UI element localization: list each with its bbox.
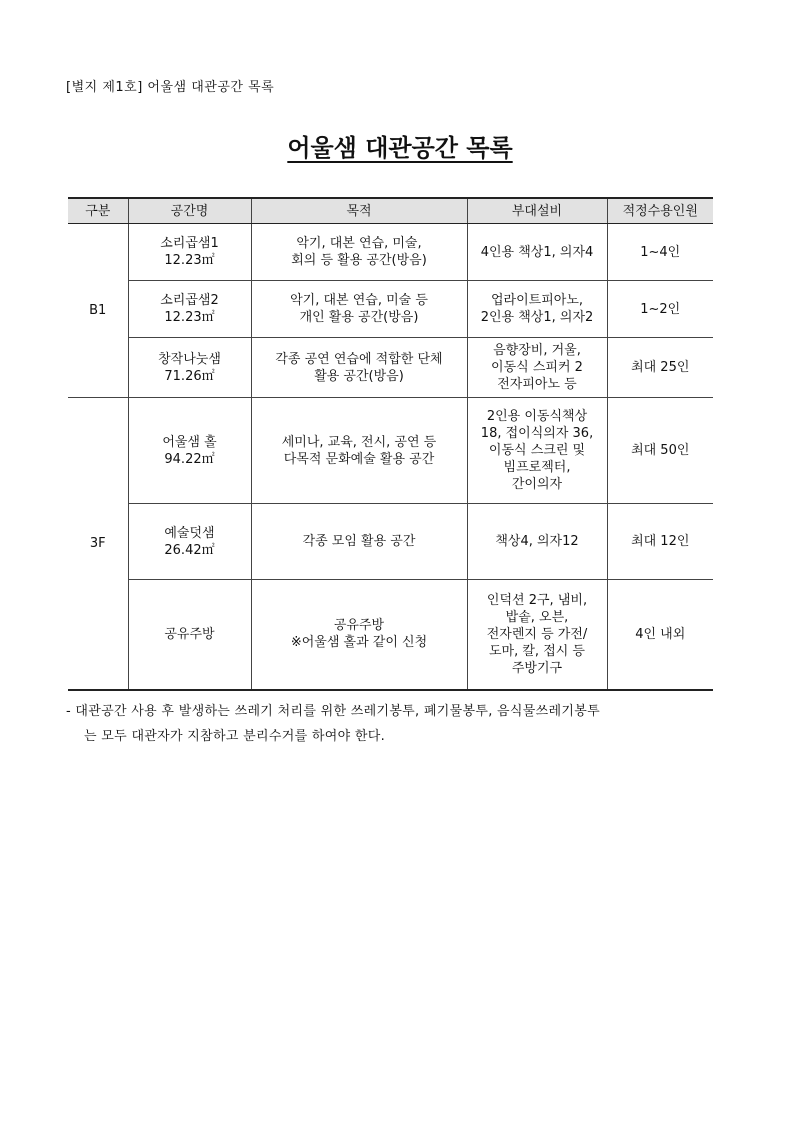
equipment-line: 인덕션 2구, 냄비, [486, 592, 588, 608]
equipment-line: 전자피아노 등 [497, 377, 577, 392]
capacity-cell: 1~4인 [607, 224, 713, 281]
floor-cell: B1 [68, 224, 128, 398]
purpose-line: 악기, 대본 연습, 미술, [296, 236, 422, 251]
space-name: 예술덧샘 [164, 525, 215, 541]
purpose-cell [251, 580, 467, 690]
capacity-cell: 1~2인 [607, 281, 713, 338]
equipment-cell [467, 281, 607, 338]
page-title-text: 어울샘 대관공간 목록 [287, 134, 513, 162]
space-name-cell [128, 281, 251, 338]
purpose-cell [251, 338, 467, 398]
purpose-line: 다목적 문화예술 활용 공간 [283, 451, 435, 467]
space-name-cell [128, 580, 251, 690]
equipment-line: 이동식 스크린 및 [488, 443, 586, 458]
rental-space-table [68, 197, 713, 691]
equipment-line: 4인용 책상1, 의자4 [480, 244, 594, 260]
purpose-line: 각종 공연 연습에 적합한 단체 [275, 351, 443, 367]
col-header-purpose: 목적 [251, 198, 467, 224]
space-name-cell [128, 398, 251, 504]
equipment-line: 전자렌지 등 가전/ [486, 626, 588, 642]
space-area: 12.23㎡ [164, 253, 215, 268]
purpose-cell [251, 224, 467, 281]
page-title [0, 128, 800, 163]
capacity-cell: 최대 50인 [607, 398, 713, 504]
purpose-line: 악기, 대본 연습, 미술 등 [290, 293, 428, 308]
purpose-line: 회의 등 활용 공간(방음) [291, 253, 427, 268]
purpose-cell [251, 398, 467, 504]
col-header-category: 구분 [68, 198, 128, 224]
purpose-line: 각종 모임 활용 공간 [302, 534, 416, 549]
equipment-line: 주방기구 [511, 660, 563, 676]
capacity-cell: 최대 12인 [607, 504, 713, 580]
space-name: 어울샘 홀 [162, 434, 217, 450]
equipment-cell [467, 338, 607, 398]
floor-cell: 3F [68, 398, 128, 690]
space-name-cell [128, 504, 251, 580]
equipment-line: 책상4, 의자12 [495, 534, 579, 549]
footnote-line: - 대관공간 사용 후 발생하는 쓰레기 처리를 위한 쓰레기봉투, 폐기물봉투, 음식물쓰레기봉투 [66, 704, 600, 719]
space-area: 94.22㎡ [164, 451, 215, 467]
space-name: 소리곱샘1 [160, 236, 219, 251]
space-name: 소리곱샘2 [160, 293, 219, 308]
purpose-line: 공유주방 [333, 618, 385, 634]
form-label: [별지 제1호] 어울샘 대관공간 목록 [66, 80, 275, 95]
table-row [68, 580, 713, 690]
equipment-line: 18, 접이식의자 36, [480, 426, 594, 441]
purpose-line: 활용 공간(방음) [314, 368, 404, 384]
equipment-line: 빔프로젝터, [503, 460, 571, 475]
purpose-cell [251, 504, 467, 580]
equipment-cell [467, 224, 607, 281]
footnote-line: 는 모두 대관자가 지참하고 분리수거를 하여야 한다. [84, 729, 386, 744]
equipment-cell [467, 580, 607, 690]
purpose-line: 개인 활용 공간(방음) [299, 310, 419, 325]
col-header-space-name: 공간명 [128, 198, 251, 224]
space-name-cell [128, 338, 251, 398]
space-name: 공유주방 [164, 626, 215, 642]
equipment-line: 간이의자 [511, 477, 563, 492]
table-row [68, 281, 713, 338]
col-header-capacity: 적정수용인원 [607, 198, 713, 224]
equipment-line: 음향장비, 거울, [493, 343, 581, 358]
equipment-line: 도마, 칼, 접시 등 [488, 643, 585, 659]
space-area: 71.26㎡ [164, 368, 215, 384]
purpose-cell [251, 281, 467, 338]
equipment-cell [467, 504, 607, 580]
table-row [68, 224, 713, 281]
col-header-equipment: 부대설비 [467, 198, 607, 224]
equipment-line: 2인용 책상1, 의자2 [480, 310, 594, 325]
table-row [68, 398, 713, 504]
table-header-row [68, 198, 713, 224]
space-name: 창작나눗샘 [158, 351, 221, 367]
table-row [68, 338, 713, 398]
equipment-line: 이동식 스피커 2 [491, 360, 583, 375]
equipment-line: 2인용 이동식책상 [486, 409, 588, 424]
equipment-line: 업라이트피아노, [490, 293, 584, 308]
equipment-cell [467, 398, 607, 504]
space-name-cell [128, 224, 251, 281]
capacity-cell: 4인 내외 [607, 580, 713, 690]
space-area: 26.42㎡ [164, 542, 215, 558]
table-row [68, 504, 713, 580]
capacity-cell: 최대 25인 [607, 338, 713, 398]
footnote [66, 699, 726, 749]
space-area: 12.23㎡ [164, 310, 215, 325]
purpose-line: ※어울샘 홀과 같이 신청 [290, 635, 428, 651]
equipment-line: 밥솥, 오븐, [505, 609, 569, 625]
purpose-line: 세미나, 교육, 전시, 공연 등 [281, 434, 437, 450]
